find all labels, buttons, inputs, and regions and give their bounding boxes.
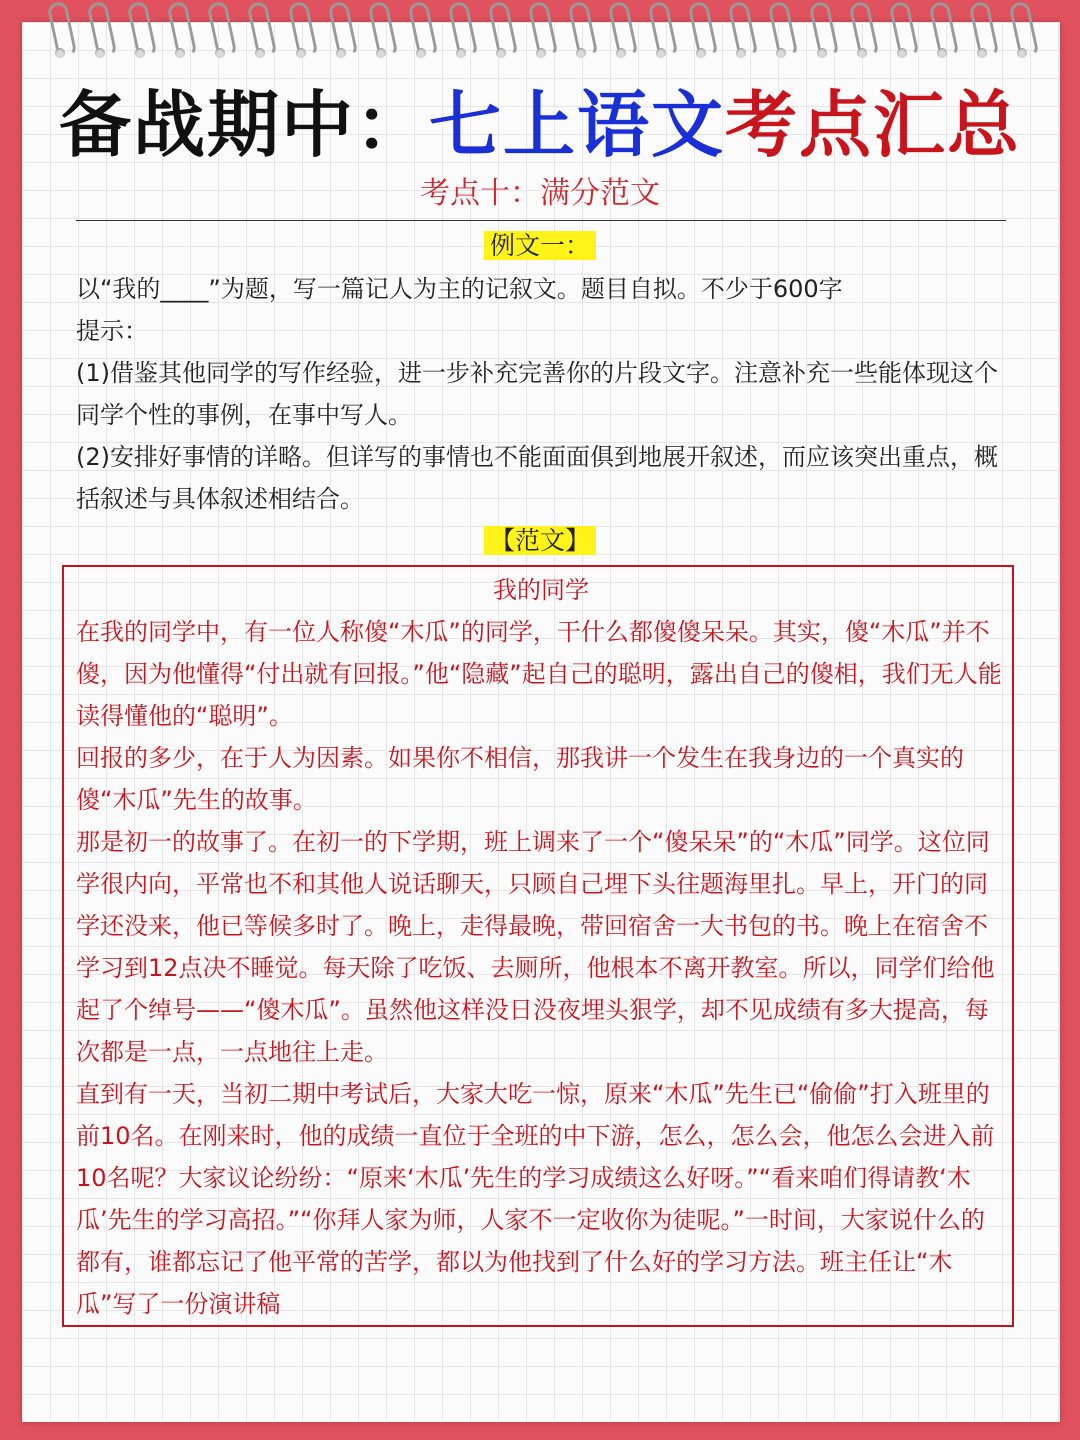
section-subtitle: 考点十：满分范文 (420, 176, 660, 211)
binding-ring-icon (331, 0, 351, 62)
title-part-subject: 七上语文 (428, 82, 725, 167)
binding-ring-icon (812, 0, 832, 62)
page-title (0, 82, 1080, 168)
prompt-line: 以“我的____”为题，写一篇记人为主的记叙文。题目自拟。不少于600字 (76, 275, 843, 303)
binding-ring-icon (611, 0, 631, 62)
binding-ring-icon (892, 0, 912, 62)
prompt-line: (1)借鉴其他同学的写作经验，进一步补充完善你的片段文字。注意补充一些能体现这个同学个性的事例，在事中写人。 (76, 359, 998, 429)
binding-ring-icon (972, 0, 992, 62)
spiral-binding (22, 0, 1060, 80)
binding-ring-icon (852, 0, 872, 62)
essay-title: 我的同学 (493, 576, 589, 604)
model-essay-label-text: 【范文】 (484, 526, 596, 555)
binding-ring-icon (371, 0, 391, 62)
binding-ring-icon (50, 0, 70, 62)
binding-ring-icon (731, 0, 751, 62)
prompt-line: (2)安排好事情的详略。但详写的事情也不能面面俱到地展开叙述，而应该突出重点，概括叙述与具体叙述相结合。 (76, 443, 998, 513)
title-part-exam: 备战期中： (58, 82, 429, 167)
example-label-text: 例文一： (484, 231, 596, 260)
essay-paragraph: 回报的多少，在于人为因素。如果你不相信，那我讲一个发生在我身边的一个真实的傻“木瓜”先生的故事。 (76, 744, 964, 814)
binding-ring-icon (651, 0, 671, 62)
binding-ring-icon (932, 0, 952, 62)
binding-ring-icon (571, 0, 591, 62)
binding-ring-icon (771, 0, 791, 62)
binding-ring-icon (451, 0, 471, 62)
prompt-line: 提示： (76, 317, 148, 345)
binding-ring-icon (250, 0, 270, 62)
binding-ring-icon (411, 0, 431, 62)
writing-prompt (76, 268, 1016, 520)
divider (76, 220, 1006, 221)
essay-paragraph: 直到有一天，当初二期中考试后，大家大吃一惊，原来“木瓜”先生已“偷偷”打入班里的前10名。在刚来时，他的成绩一直位于全班的中下游，怎么，怎么会，他怎么会进入前10名呢？大家议论纷纷：“原来‘木瓜’先生的学习成绩这么好呀。”“看来咱们得请教‘木瓜’先生的学习高招。”“你拜人家为师，人家不一定收你为徒呢。”一时间，大家说什么的都有，谁都忘记了他平常的苦学，都以为他找到了什么好的学习方法。班主任让“木瓜”写了一份演讲稿 (76, 1080, 995, 1318)
binding-ring-icon (130, 0, 150, 62)
model-essay-label (0, 520, 1080, 562)
binding-ring-icon (90, 0, 110, 62)
binding-ring-icon (531, 0, 551, 62)
essay-paragraph: 在我的同学中，有一位人称傻“木瓜”的同学，干什么都傻傻呆呆。其实，傻“木瓜”并不傻，因为他懂得“付出就有回报。”他“隐藏”起自己的聪明，露出自己的傻相，我们无人能读得懂他的“聪明”。 (76, 618, 1002, 730)
essay-paragraph: 那是初一的故事了。在初一的下学期，班上调来了一个“傻呆呆”的“木瓜”同学。这位同学很内向，平常也不和其他人说话聊天，只顾自己埋下头往题海里扎。早上，开门的同学还没来，他已等候多时了。晚上，走得最晚，带回宿舍一大书包的书。晚上在宿舍不学习到12点决不睡觉。每天除了吃饭、去厕所，他根本不离开教室。所以，同学们给他起了个绰号——“傻木瓜”。虽然他这样没日没夜埋头狠学，却不见成绩有多大提高，每次都是一点，一点地往上走。 (76, 828, 995, 1066)
binding-ring-icon (170, 0, 190, 62)
binding-ring-icon (291, 0, 311, 62)
model-essay (76, 569, 1006, 1325)
binding-ring-icon (691, 0, 711, 62)
binding-ring-icon (491, 0, 511, 62)
binding-ring-icon (210, 0, 230, 62)
example-label (0, 226, 1080, 266)
binding-ring-icon (1012, 0, 1032, 62)
title-part-summary: 考点汇总 (725, 82, 1022, 167)
